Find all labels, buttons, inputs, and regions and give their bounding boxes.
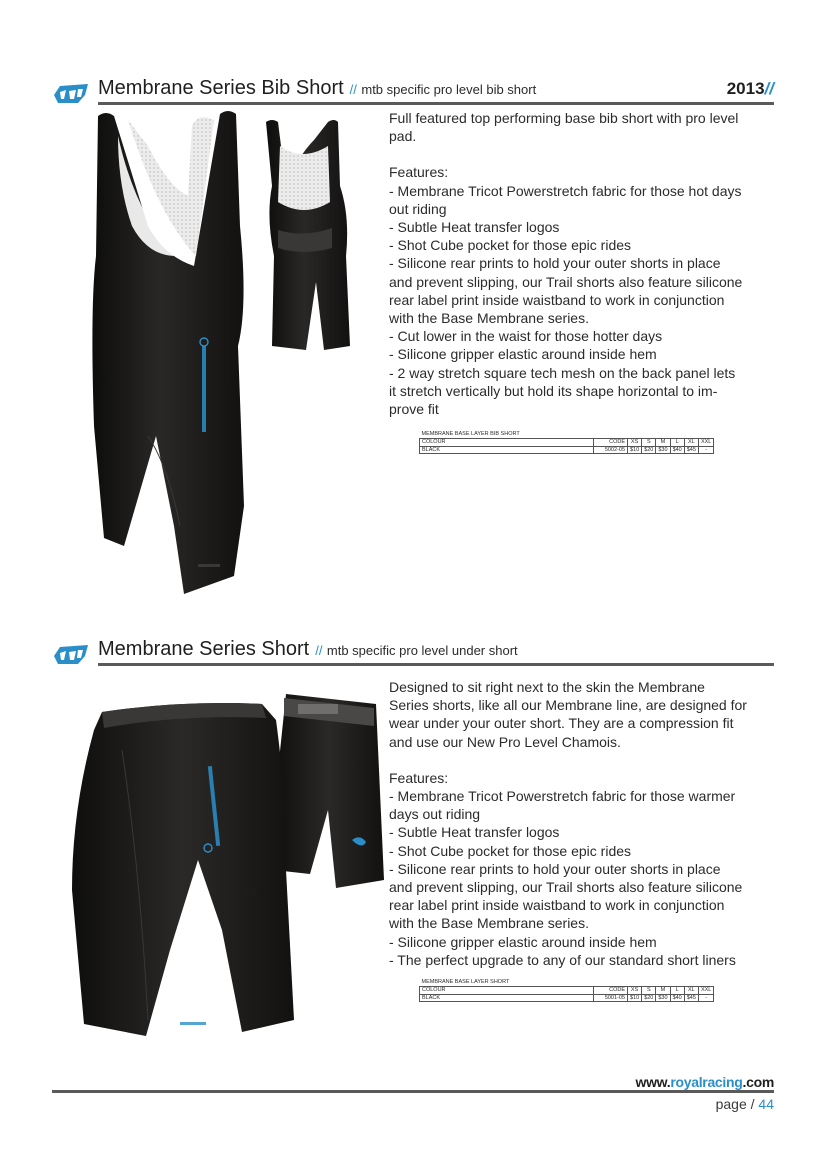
cell-l: $40 [670,446,684,454]
cell-colour: BLACK [420,994,594,1002]
cell-s: $20 [642,446,656,454]
feature-line: - Membrane Tricot Powerstretch fabric for those warmer [389,788,736,805]
bib-short-front-view [92,111,244,594]
table-row [420,446,714,454]
cell-xxl: - [698,446,713,454]
col-xs: XS [628,987,642,995]
feature-line: - Subtle Heat transfer logos [389,219,560,236]
section-title: Membrane Series Short [98,638,310,660]
bib-short-back-view [266,120,350,350]
feature-line: - The perfect upgrade to any of our standard short liners [389,951,736,968]
short-front-view [72,703,294,1036]
feature-line: - Shot Cube pocket for those epic rides [389,237,632,254]
page-number-value: 44 [758,1096,774,1112]
feature-line: - Membrane Tricot Powerstretch fabric for those hot days [389,182,742,199]
section-header-short [52,638,774,668]
section-subtitle: mtb specific pro level bib short [361,82,537,97]
section-subtitle: mtb specific pro level under short [326,643,518,658]
col-l: L [670,987,684,995]
table-header-row [420,987,714,995]
short-back-view [274,694,384,888]
section-title-line [98,638,518,661]
intro-line-1: Full featured top performing base bib short with pro level [389,110,739,126]
bib-short-spec-table [419,431,714,454]
cell-m: $30 [656,994,670,1002]
feature-line: with the Base Membrane series. [389,310,589,327]
feature-line: - Silicone rear prints to hold your outer shorts in place [389,860,721,877]
intro-line: wear under your outer short. They are a compression fit [389,715,734,732]
col-m: M [656,987,670,995]
table-row [420,994,714,1002]
table-header-row [420,439,714,447]
feature-line: rear label print inside waistband to work in conjunction [389,291,725,308]
cell-s: $20 [642,994,656,1002]
intro-line: Designed to sit right next to the skin the Membrane [389,679,705,695]
cell-xxl: - [698,994,713,1002]
bib-short-product-image [88,106,378,598]
page-number [716,1096,774,1112]
feature-line: and prevent slipping, our Trail shorts also feature silicone [389,879,743,896]
short-description [389,678,747,969]
year-slash: // [764,79,774,98]
col-s: S [642,439,656,447]
header-rule [98,102,774,105]
feature-line: - Subtle Heat transfer logos [389,824,560,841]
cell-m: $30 [656,446,670,454]
col-m: M [656,439,670,447]
title-separator: // [349,82,357,97]
col-xs: XS [628,439,642,447]
cell-colour: BLACK [420,446,594,454]
section-header-bib-short [52,77,774,107]
feature-line: - 2 way stretch square tech mesh on the back panel lets [389,364,736,381]
feature-line: - Silicone gripper elastic around inside hem [389,346,657,363]
year-text: 2013 [726,79,765,98]
section-title-line [98,77,536,100]
table-product-name: MEMBRANE BASE LAYER SHORT [420,979,714,987]
feature-line: and prevent slipping, our Trail shorts also feature silicone [389,273,743,290]
col-colour: COLOUR [420,987,594,995]
bib-short-description [389,109,742,418]
cell-code: 5002-05 [594,446,628,454]
short-product-image [62,690,388,1042]
col-code: CODE [594,439,628,447]
url-prefix: www. [635,1074,671,1090]
catalog-year [727,79,774,99]
footer-rule [52,1090,774,1093]
header-rule [98,663,774,666]
feature-line: - Silicone rear prints to hold your outer shorts in place [389,255,721,272]
col-xl: XL [684,987,698,995]
feature-line: out riding [389,200,447,217]
table-product-name: MEMBRANE BASE LAYER BIB SHORT [420,431,714,439]
feature-line: with the Base Membrane series. [389,915,589,932]
url-suffix: .com [742,1074,774,1090]
col-colour: COLOUR [420,439,594,447]
rr-brand-logo-icon [52,642,92,666]
feature-line: days out riding [389,806,481,823]
feature-line: - Shot Cube pocket for those epic rides [389,842,632,859]
features-label: Features: [389,769,449,786]
url-brand: royalracing [670,1074,743,1090]
cell-xs: $10 [628,994,642,1002]
col-s: S [642,987,656,995]
feature-line: - Cut lower in the waist for those hotter days [389,328,663,345]
col-xxl: XXL [698,439,713,447]
cell-l: $40 [670,994,684,1002]
col-xxl: XXL [698,987,713,995]
short-spec-table [419,979,714,1002]
intro-line: Series shorts, like all our Membrane line, are designed for [389,697,747,714]
col-code: CODE [594,987,628,995]
features-label: Features: [389,164,449,181]
page-label: page / [715,1096,755,1112]
col-l: L [670,439,684,447]
website-link[interactable] [635,1074,774,1090]
intro-line: and use our New Pro Level Chamois. [389,733,621,750]
cell-code: 5001-05 [594,994,628,1002]
intro-line-2: pad. [389,128,417,145]
feature-line: - Silicone gripper elastic around inside hem [389,933,657,950]
cell-xl: $45 [684,446,698,454]
section-title: Membrane Series Bib Short [98,77,344,99]
feature-line: rear label print inside waistband to work in conjunction [389,897,725,914]
cell-xs: $10 [628,446,642,454]
title-separator: // [315,643,323,658]
cell-xl: $45 [684,994,698,1002]
col-xl: XL [684,439,698,447]
feature-line: prove fit [389,401,439,418]
rr-brand-logo-icon [52,81,92,105]
feature-line: it stretch vertically but hold its shape horizontal to im- [389,382,718,399]
